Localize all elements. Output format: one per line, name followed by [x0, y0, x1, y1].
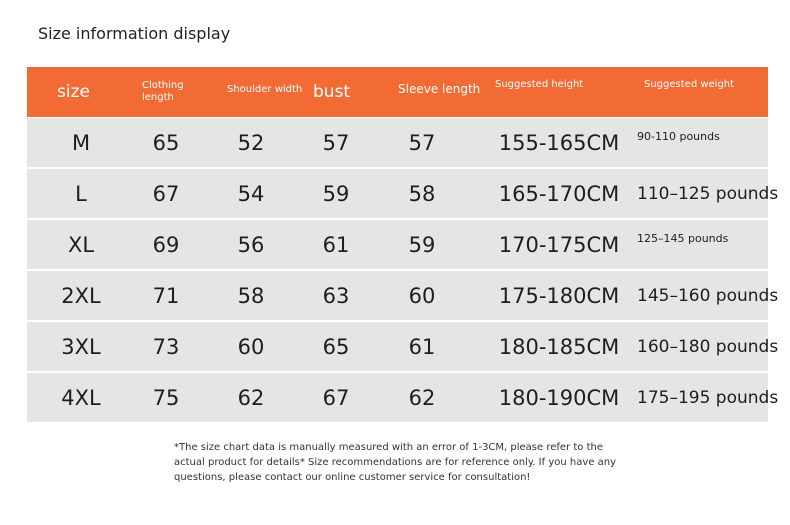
- cell-bust: 57: [322, 130, 350, 155]
- cell-suggested-weight: 175–195 pounds: [637, 387, 779, 408]
- cell-suggested-height: 170-175CM: [498, 232, 620, 257]
- table-row: [27, 220, 768, 269]
- table-row: [27, 118, 768, 167]
- header-clothing-length: Clothing length: [142, 80, 184, 103]
- size-chart-table: [27, 67, 779, 424]
- cell-suggested-weight: 90-110 pounds: [637, 130, 720, 143]
- cell-sleeve-length: 59: [408, 232, 436, 257]
- cell-shoulder-width: 58: [237, 283, 265, 308]
- cell-clothing-length: 69: [152, 232, 180, 257]
- table-body: [27, 118, 779, 422]
- cell-shoulder-width: 54: [237, 181, 265, 206]
- table-row: [27, 373, 779, 422]
- cell-suggested-weight: 110–125 pounds: [637, 183, 779, 204]
- cell-bust: 63: [322, 283, 350, 308]
- cell-clothing-length: 73: [152, 334, 180, 359]
- cell-shoulder-width: 52: [237, 130, 265, 155]
- cell-clothing-length: 75: [152, 385, 180, 410]
- cell-suggested-height: 155-165CM: [498, 130, 620, 155]
- cell-sleeve-length: 57: [408, 130, 436, 155]
- cell-size: 2XL: [61, 283, 101, 308]
- header-suggested-weight: Suggested weight: [644, 78, 735, 90]
- header-size: size: [57, 82, 90, 102]
- table-header: [27, 67, 768, 117]
- cell-size: 4XL: [61, 385, 101, 410]
- cell-shoulder-width: 56: [237, 232, 265, 257]
- cell-sleeve-length: 58: [408, 181, 436, 206]
- cell-size: 3XL: [61, 334, 101, 359]
- header-bust: bust: [313, 82, 351, 102]
- cell-suggested-height: 180-190CM: [498, 385, 620, 410]
- cell-suggested-weight: 125–145 pounds: [637, 232, 729, 245]
- cell-bust: 67: [322, 385, 350, 410]
- cell-clothing-length: 65: [152, 130, 180, 155]
- header-shoulder-width: Shoulder width: [227, 83, 303, 95]
- table-row: [27, 169, 779, 218]
- cell-clothing-length: 71: [152, 283, 180, 308]
- cell-bust: 65: [322, 334, 350, 359]
- cell-shoulder-width: 62: [237, 385, 265, 410]
- cell-shoulder-width: 60: [237, 334, 265, 359]
- cell-suggested-height: 180-185CM: [498, 334, 620, 359]
- cell-suggested-height: 165-170CM: [498, 181, 620, 206]
- cell-sleeve-length: 61: [408, 334, 436, 359]
- cell-sleeve-length: 62: [408, 385, 436, 410]
- cell-suggested-weight: 160–180 pounds: [637, 336, 779, 357]
- header-suggested-height: Suggested height: [495, 78, 584, 90]
- cell-size: M: [71, 130, 91, 155]
- cell-size: XL: [67, 232, 95, 257]
- cell-clothing-length: 67: [152, 181, 180, 206]
- cell-bust: 61: [322, 232, 350, 257]
- table-row: [27, 271, 779, 320]
- page-title: Size information display: [38, 24, 231, 43]
- cell-bust: 59: [322, 181, 350, 206]
- cell-size: L: [75, 181, 87, 206]
- cell-suggested-weight: 145–160 pounds: [637, 285, 779, 306]
- table-row: [27, 322, 779, 371]
- disclaimer-note: *The size chart data is manually measured with an error of 1-3CM, please refer to the actual product for details* Size recommendations are for reference only. If you have any questions, please contact our online customer service for consultation!: [174, 442, 616, 483]
- cell-suggested-height: 175-180CM: [498, 283, 620, 308]
- header-sleeve-length: Sleeve length: [398, 82, 481, 96]
- cell-sleeve-length: 60: [408, 283, 436, 308]
